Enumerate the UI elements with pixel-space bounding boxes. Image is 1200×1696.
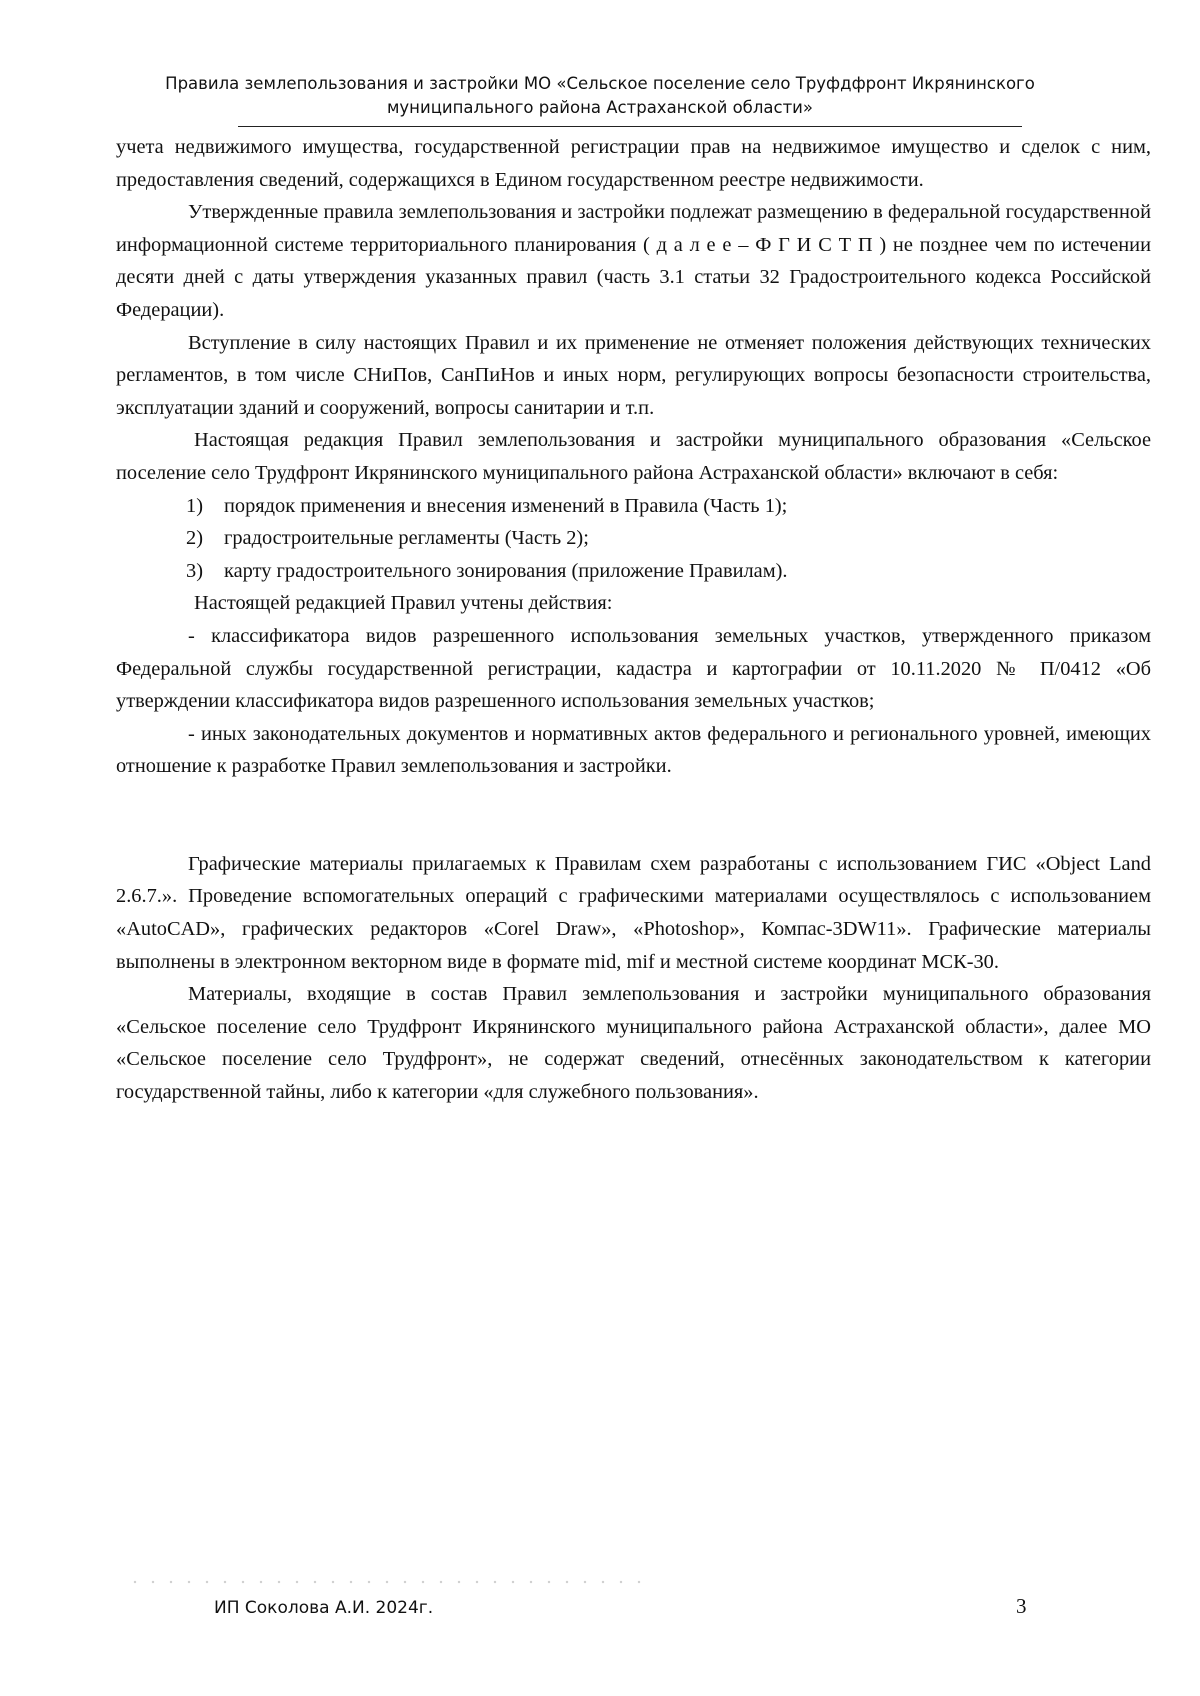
footer-dotted-line bbox=[126, 1580, 646, 1584]
list-item-number: 2) bbox=[186, 527, 203, 550]
section-spacer bbox=[116, 783, 1151, 848]
paragraph-continuation: учета недвижимого имущества, государственной регистрации прав на недвижимое имущество и сделок с ним, предоставления сведений, содержащихся в Едином государственном реестре недвижимости. bbox=[116, 136, 1151, 191]
list-item bbox=[116, 522, 1151, 555]
page-header bbox=[0, 72, 1200, 120]
list-item-number: 3) bbox=[186, 559, 203, 582]
paragraph-graphics: Графические материалы прилагаемых к Правилам схем разработаны с использованием ГИС «Object Land 2.6.7.». Проведение вспомогательных операций с графическими материалами осуществлялось с использованием «AutoCAD», графических редакторов «Corel Draw», «Photoshop», Компас-3DW11». Графические материалы выполнены в электронном векторном виде в формате mid, mif и местной системе координат МСК-30. bbox=[116, 852, 1151, 973]
header-line-1: Правила землепользования и застройки МО «Сельское поселение село Труфдфронт Икрянинского bbox=[165, 74, 1035, 93]
paragraph-other-documents: - иных законодательных документов и нормативных актов федерального и регионального уровней, имеющих отношение к разработке Правил землепользования и застройки. bbox=[116, 722, 1151, 778]
list-item-number: 1) bbox=[186, 494, 203, 517]
footer-author: ИП Соколова А.И. 2024г. bbox=[214, 1598, 434, 1618]
header-line-2: муниципального района Астраханской области» bbox=[386, 98, 814, 117]
list-item bbox=[116, 555, 1151, 588]
list-item bbox=[116, 490, 1151, 523]
paragraph-edition-contents: Настоящая редакция Правил землепользования и застройки муниципального образования «Сельское поселение село Трудфронт Икрянинского муниципального района Астраханской области» включают в себя: bbox=[116, 429, 1151, 484]
list-item-text: карту градостроительного зонирования (приложение Правилам). bbox=[224, 559, 788, 582]
paragraph-regulations: Вступление в силу настоящих Правил и их применение не отменяет положения действующих технических регламентов, в том числе СНиПов, СанПиНов и иных норм, регулирующих вопросы безопасности строительства, эксплуатации зданий и сооружений, вопросы санитарии и т.п. bbox=[116, 331, 1151, 419]
paragraph-classifier: - классификатора видов разрешенного использования земельных участков, утвержденного приказом Федеральной службы государственной регистрации, кадастра и картографии от 10.11.2020 № П/0412 «Об утверждении классификатора видов разрешенного использования земельных участков; bbox=[116, 624, 1151, 713]
contents-list bbox=[116, 490, 1151, 588]
document-body bbox=[116, 131, 1151, 1109]
page-number: 3 bbox=[1016, 1594, 1027, 1618]
paragraph-fgis: Утвержденные правила землепользования и застройки подлежат размещению в федеральной государственной информационной системе территориального планирования ( д а л е е – Ф Г И С Т П ) не позднее чем по истечении десяти дней с даты утверждения указанных правил (часть 3.1 статьи 32 Градостроительного кодекса Российской Федерации). bbox=[116, 201, 1151, 321]
list-item-text: порядок применения и внесения изменений в Правила (Часть 1); bbox=[224, 494, 788, 517]
list-item-text: градостроительные регламенты (Часть 2); bbox=[224, 527, 589, 550]
header-divider bbox=[238, 126, 1022, 127]
paragraph-secrecy: Материалы, входящие в состав Правил землепользования и застройки муниципального образования «Сельское поселение село Трудфронт Икрянинского муниципального района Астраханской области», далее МО «Сельское поселение село Трудфронт», не содержат сведений, отнесённых законодательством к категории государственной тайны, либо к категории «для служебного пользования». bbox=[116, 983, 1151, 1104]
paragraph-considered: Настоящей редакцией Правил учтены действия: bbox=[194, 592, 613, 615]
